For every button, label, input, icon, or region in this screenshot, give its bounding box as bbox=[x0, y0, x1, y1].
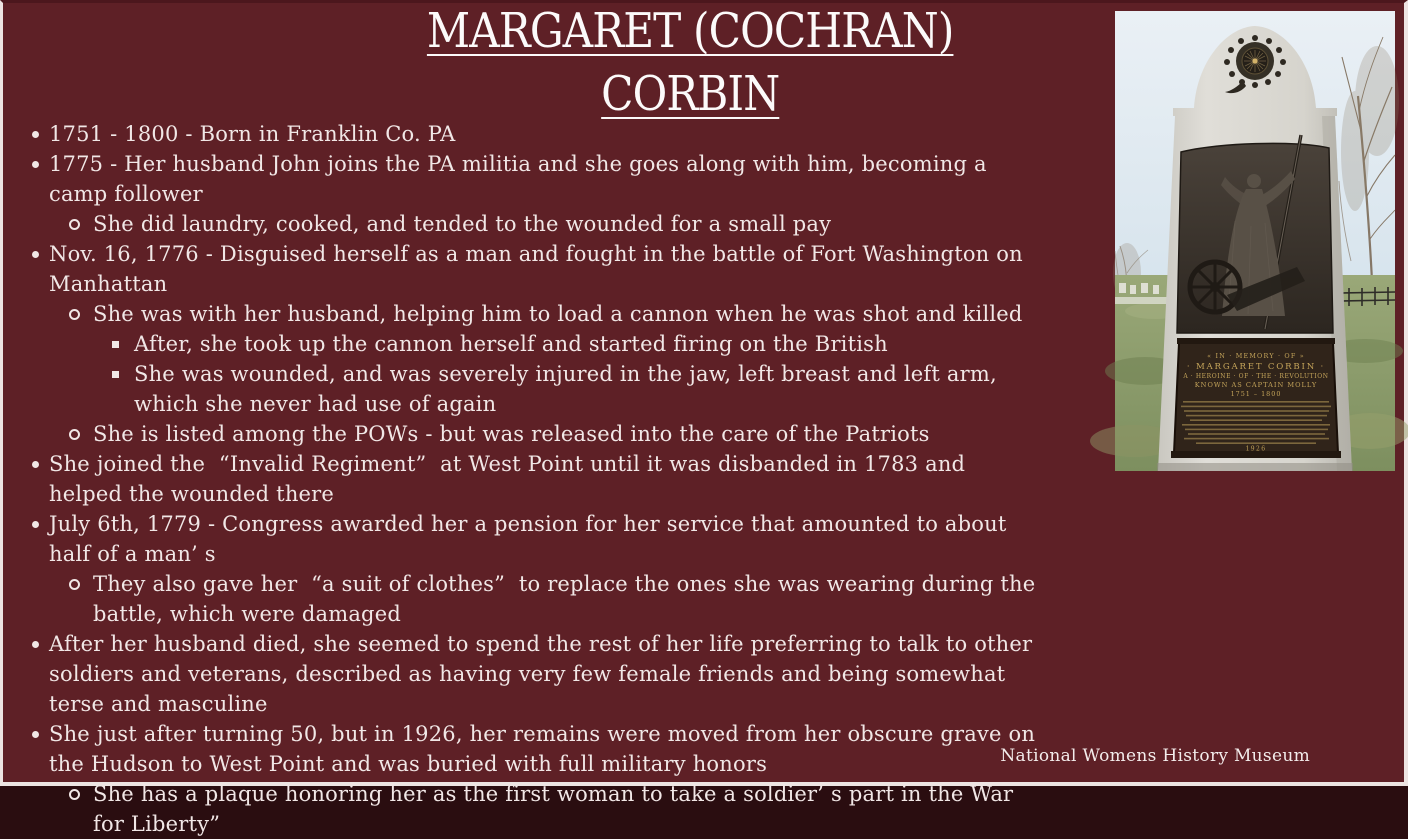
list-item-text: 1775 - Her husband John joins the PA militia and she goes along with him, becoming a camp follower bbox=[49, 152, 987, 206]
list-item bbox=[68, 779, 1111, 839]
plaque-line-4: KNOWN AS CAPTAIN MOLLY bbox=[1194, 381, 1318, 389]
bullet-dot-icon bbox=[31, 149, 49, 179]
list-item bbox=[111, 329, 1111, 359]
bullet-dot-icon bbox=[31, 119, 49, 149]
list-item-text: She has a plaque honoring her as the first woman to take a soldier’ s part in the War for Liberty” bbox=[93, 782, 1014, 836]
memorial-plaque bbox=[1171, 338, 1341, 458]
list-item-text: She was with her husband, helping him to load a cannon when he was shot and killed bbox=[93, 302, 1023, 326]
title-line-1: MARGARET (COCHRAN) bbox=[426, 3, 954, 59]
title-line-2: CORBIN bbox=[600, 66, 780, 122]
bullet-circle-icon bbox=[68, 299, 93, 329]
list-item bbox=[31, 449, 1111, 509]
list-item-text: 1751 - 1800 - Born in Franklin Co. PA bbox=[49, 122, 456, 146]
bullet-circle-icon bbox=[68, 569, 93, 599]
list-item-text: She is listed among the POWs - but was released into the care of the Patriots bbox=[93, 422, 930, 446]
monument-base-shadow bbox=[1157, 463, 1353, 471]
list-item-text: She joined the “Invalid Regiment” at West Point until it was disbanded in 1783 and helped the wounded there bbox=[49, 452, 966, 506]
list-item bbox=[31, 509, 1111, 569]
bullet-circle-icon bbox=[68, 209, 93, 239]
list-item-text: She just after turning 50, but in 1926, her remains were moved from her obscure grave on the Hudson to West Point and was buried with full military honors bbox=[49, 722, 1036, 776]
bullet-dot-icon bbox=[31, 509, 49, 539]
plaque-line-1: « IN · MEMORY · OF » bbox=[1207, 352, 1305, 360]
list-item bbox=[31, 239, 1111, 299]
list-item-text: Nov. 16, 1776 - Disguised herself as a man and fought in the battle of Fort Washington on Manhattan bbox=[49, 242, 1023, 296]
monument-photo bbox=[1115, 11, 1395, 471]
bullet-dot-icon bbox=[31, 449, 49, 479]
list-item bbox=[31, 629, 1111, 719]
bullet-circle-icon bbox=[68, 419, 93, 449]
bullet-dot-icon bbox=[31, 629, 49, 659]
bullet-dot-icon bbox=[31, 719, 49, 749]
bullet-square-icon bbox=[111, 359, 134, 389]
bullet-dot-icon bbox=[31, 239, 49, 269]
plaque-line-3: A · HEROINE · OF · THE · REVOLUTION bbox=[1183, 373, 1329, 380]
list-item-text: They also gave her “a suit of clothes” to replace the ones she was wearing during the battle, which were damaged bbox=[93, 572, 1036, 626]
plaque-year-1926: 1926 bbox=[1245, 445, 1267, 453]
list-item-text: After her husband died, she seemed to spend the rest of her life preferring to talk to other soldiers and veterans, described as having very few female friends and being somewhat terse and masculine bbox=[49, 632, 1033, 716]
list-item-text: She was wounded, and was severely injured in the jaw, left breast and left arm, which she never had use of again bbox=[134, 362, 997, 416]
monument-photo-illustration bbox=[1115, 11, 1395, 471]
plaque-years: 1751 – 1800 bbox=[1230, 390, 1282, 398]
list-item bbox=[68, 299, 1111, 329]
plaque-line-2: · MARGARET CORBIN · bbox=[1186, 362, 1326, 372]
list-item bbox=[31, 119, 1111, 149]
relief-panel bbox=[1177, 135, 1333, 333]
list-item bbox=[68, 209, 1111, 239]
cannon-wheel-icon bbox=[1190, 262, 1240, 312]
list-item bbox=[68, 419, 1111, 449]
list-item bbox=[68, 569, 1111, 629]
bullet-list bbox=[31, 119, 1111, 839]
credit-text: National Womens History Museum bbox=[1000, 746, 1310, 766]
bullet-circle-icon bbox=[68, 779, 93, 809]
list-item-text: After, she took up the cannon herself and started firing on the British bbox=[134, 332, 888, 356]
list-item bbox=[31, 149, 1111, 209]
bullet-square-icon bbox=[111, 329, 134, 359]
list-item bbox=[111, 359, 1111, 419]
list-item bbox=[31, 719, 1111, 779]
list-item-text: She did laundry, cooked, and tended to the wounded for a small pay bbox=[93, 212, 832, 236]
list-item-text: July 6th, 1779 - Congress awarded her a pension for her service that amounted to about half of a man’ s bbox=[49, 512, 1007, 566]
